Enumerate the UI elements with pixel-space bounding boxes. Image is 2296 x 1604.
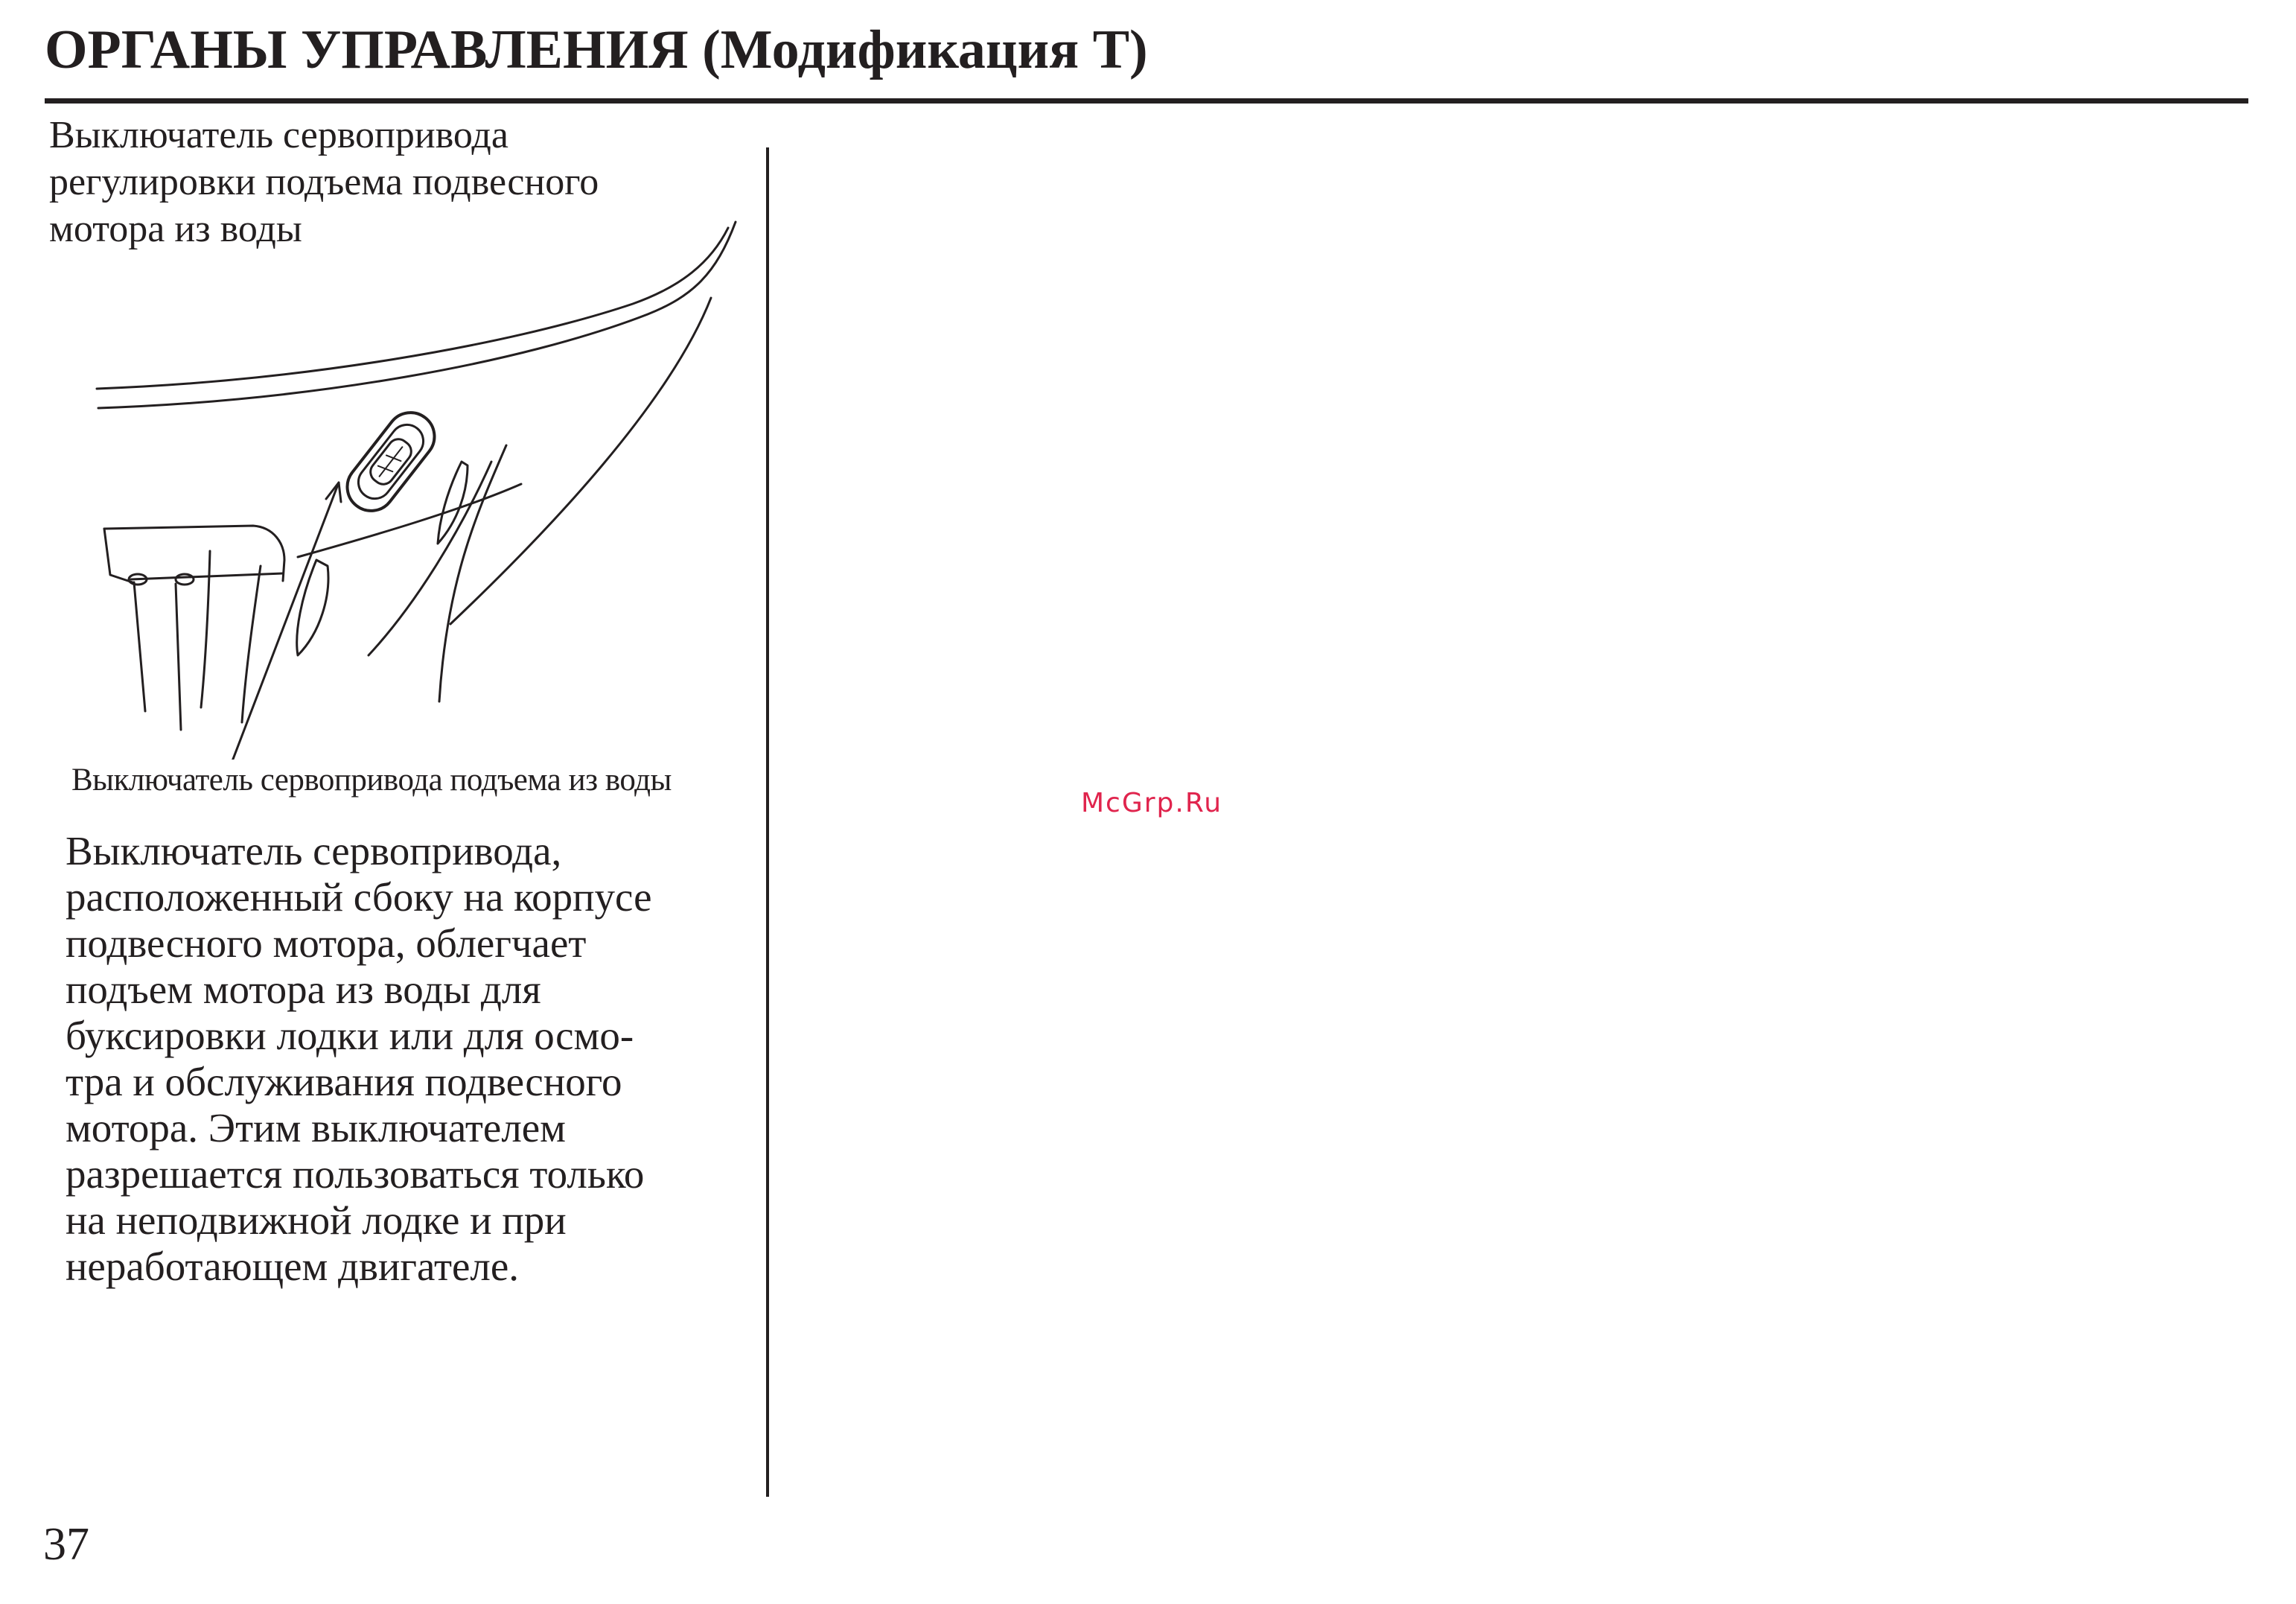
page-title: ОРГАНЫ УПРАВЛЕНИЯ (Модификация T)	[45, 19, 1148, 80]
cowl-side-curve	[450, 298, 711, 624]
section-heading-line: Выключатель сервопривода	[49, 114, 508, 156]
pointer-line	[232, 483, 339, 760]
body-text-line: разрешается пользоваться только	[66, 1151, 645, 1197]
cowl-lower-edge	[298, 484, 521, 557]
body-text-line: на неподвижной лодке и при	[66, 1197, 567, 1243]
body-text-line: неработающем двигателе.	[66, 1244, 520, 1289]
leg-inner-contour	[369, 462, 491, 655]
body-text-line: буксировки лодки или для осмо-	[66, 1013, 634, 1058]
bracket-vertical-4	[242, 566, 261, 722]
section-heading-line: регулировки подъема подвесного	[49, 161, 599, 203]
bracket-vertical-3	[201, 551, 210, 707]
bolt-right	[176, 574, 194, 585]
cowl-vent-left	[297, 560, 328, 655]
body-text-line: подъем мотора из воды для	[66, 967, 541, 1012]
bracket-vertical-1	[134, 582, 145, 711]
outboard-motor-illustration	[74, 216, 759, 760]
watermark: McGrp.Ru	[1081, 788, 1223, 818]
bracket-top	[104, 526, 284, 581]
body-text-line: расположенный сбоку на корпусе	[66, 874, 652, 920]
body-text-line: мотора. Этим выключателем	[66, 1105, 566, 1151]
section-heading-line: мотора из воды	[49, 208, 302, 250]
trim-tilt-switch	[338, 403, 444, 521]
bracket-vertical-2	[176, 584, 181, 730]
body-text	[66, 828, 652, 1290]
bracket-left-side	[104, 529, 133, 582]
cowl-top-edge	[97, 228, 728, 389]
cowl-top-edge-inner	[98, 222, 736, 408]
column-divider	[766, 147, 769, 1497]
leg-right-contour	[439, 445, 506, 701]
body-text-line: подвесного мотора, облегчает	[66, 920, 587, 966]
figure-caption: Выключатель сервопривода подъема из воды	[71, 763, 672, 798]
page-number: 37	[43, 1519, 89, 1570]
cowl-vent-right	[438, 462, 468, 544]
body-text-line: тра и обслуживания подвесного	[66, 1059, 622, 1104]
title-rule	[45, 98, 2248, 104]
body-text-line: Выключатель сервопривода,	[66, 828, 562, 873]
